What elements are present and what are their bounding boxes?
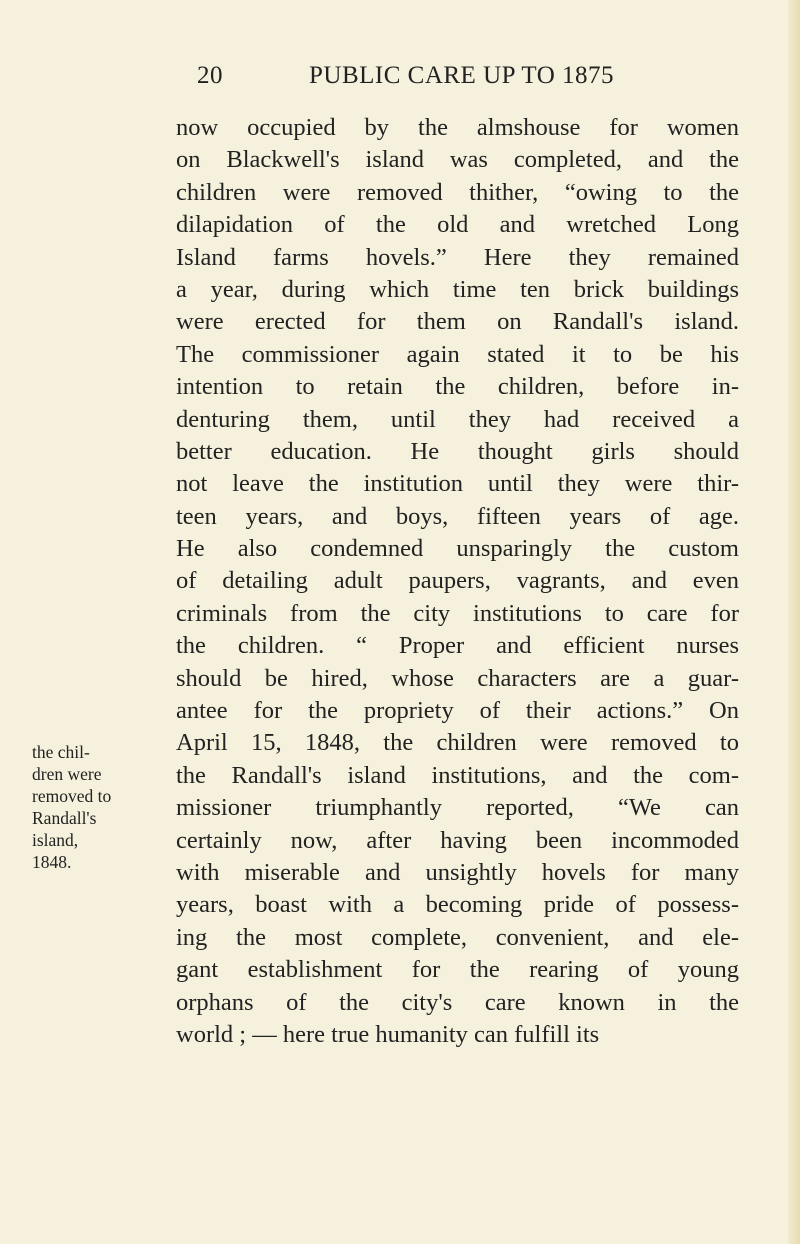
margin-note-line: island, (32, 830, 79, 850)
margin-note (32, 741, 132, 873)
text-line: were erected for them on Randall's island. (176, 308, 739, 336)
text-line: dilapidation of the old and wretched Long (176, 211, 739, 239)
text-line: He also condemned unsparingly the custom (176, 535, 739, 563)
text-line: antee for the propriety of their actions.” On (176, 697, 739, 725)
text-line: criminals from the city institutions to care for (176, 599, 739, 627)
page-number: 20 (197, 62, 223, 89)
text-line: should be hired, whose characters are a guar- (176, 664, 739, 692)
text-line: ing the most complete, convenient, and ele- (176, 923, 739, 951)
text-line: children were removed thither, “owing to the (176, 178, 739, 206)
margin-note-line: removed to (32, 786, 112, 806)
text-line: the children. “ Proper and efficient nurses (176, 632, 739, 660)
body-text (176, 112, 739, 1051)
text-line: missioner triumphantly reported, “We can (176, 794, 739, 822)
text-line: certainly now, after having been incommoded (176, 826, 739, 854)
running-title: PUBLIC CARE UP TO 1875 (309, 62, 615, 89)
text-line: with miserable and unsightly hovels for many (176, 858, 739, 886)
text-line: orphans of the city's care known in the (176, 988, 739, 1016)
text-line: April 15, 1848, the children were removed to (176, 729, 739, 757)
text-line: better education. He thought girls should (176, 437, 739, 465)
margin-note-line: dren were (32, 764, 102, 784)
text-line: not leave the institution until they were thir- (176, 470, 739, 498)
page-header (197, 62, 737, 90)
text-line: gant establishment for the rearing of young (176, 956, 739, 984)
text-line: years, boast with a becoming pride of possess- (176, 891, 739, 919)
text-line: on Blackwell's island was completed, and the (176, 146, 739, 174)
text-line: intention to retain the children, before in- (176, 373, 739, 401)
text-line: The commissioner again stated it to be his (176, 340, 739, 368)
page-edge-shadow (788, 0, 800, 1244)
text-line: the Randall's island institutions, and the com- (176, 761, 739, 789)
text-line: Island farms hovels.” Here they remained (176, 243, 739, 271)
margin-note-line: Randall's (32, 808, 97, 828)
text-line: of detailing adult paupers, vagrants, and even (176, 567, 739, 595)
text-line: a year, during which time ten brick buildings (176, 275, 739, 303)
text-line: teen years, and boys, fifteen years of age. (176, 502, 739, 530)
margin-note-line: the chil- (32, 742, 90, 762)
text-line: world ; — here true humanity can fulfill its (176, 1020, 600, 1048)
margin-note-line: 1848. (32, 852, 72, 872)
text-line: denturing them, until they had received a (176, 405, 739, 433)
text-line: now occupied by the almshouse for women (176, 114, 739, 141)
